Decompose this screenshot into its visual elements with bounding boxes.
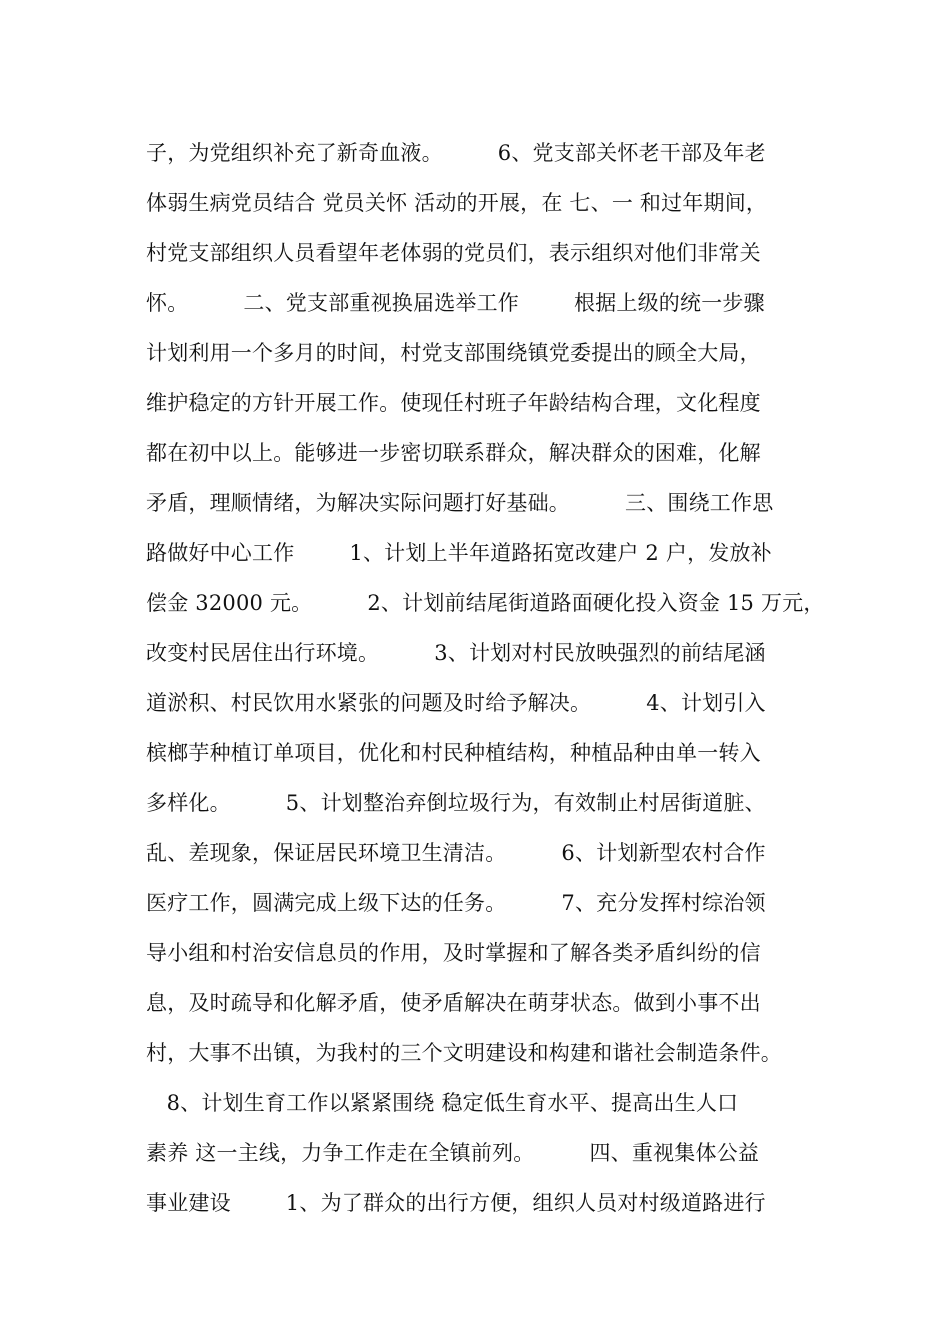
text-line: 维护稳定的方针开展工作。使现任村班子年龄结构合理，文化程度 bbox=[146, 391, 761, 415]
text-line: 槟榔芋种植订单项目，优化和村民种植结构，种植品种由单一转入 bbox=[146, 741, 761, 765]
text-line: 都在初中以上。能够进一步密切联系群众，解决群众的困难，化解 bbox=[146, 441, 761, 465]
text-line: 息，及时疏导和化解矛盾，使矛盾解决在萌芽状态。做到小事不出 bbox=[146, 991, 761, 1015]
text-line: 多样化。 5、计划整治弃倒垃圾行为，有效制止村居街道脏、 bbox=[146, 791, 766, 815]
text-line: 医疗工作，圆满完成上级下达的任务。 7、充分发挥村综治领 bbox=[146, 891, 766, 915]
text-line: 体弱生病党员结合 党员关怀 活动的开展，在 七、一 和过年期间， bbox=[146, 191, 768, 215]
text-line: 乱、差现象，保证居民环境卫生清洁。 6、计划新型农村合作 bbox=[146, 841, 766, 865]
text-line: 事业建设 1、为了群众的出行方便，组织人员对村级道路进行 bbox=[146, 1191, 766, 1215]
text-line: 偿金 32000 元。 2、计划前结尾街道路面硬化投入资金 15 万元， bbox=[146, 591, 825, 615]
text-line: 道淤积、村民饮用水紧张的问题及时给予解决。 4、计划引入 bbox=[146, 691, 766, 715]
text-line: 8、计划生育工作以紧紧围绕 稳定低生育水平、提高出生人口 bbox=[146, 1091, 739, 1115]
text-line: 素养 这一主线，力争工作走在全镇前列。 四、重视集体公益 bbox=[146, 1141, 760, 1165]
text-line: 路做好中心工作 1、计划上半年道路拓宽改建户 2 户，发放补 bbox=[146, 541, 772, 565]
text-line: 村党支部组织人员看望年老体弱的党员们，表示组织对他们非常关 bbox=[146, 241, 761, 265]
text-line: 导小组和村治安信息员的作用，及时掌握和了解各类矛盾纠纷的信 bbox=[146, 941, 761, 965]
text-line: 怀。 二、党支部重视换届选举工作 根据上级的统一步骤 bbox=[146, 291, 765, 315]
text-line: 计划利用一个多月的时间，村党支部围绕镇党委提出的顾全大局， bbox=[146, 341, 761, 365]
text-line: 子，为党组织补充了新奇血液。 6、党支部关怀老干部及年老 bbox=[146, 141, 766, 165]
text-line: 村，大事不出镇，为我村的三个文明建设和构建和谐社会制造条件。 bbox=[146, 1041, 782, 1065]
text-line: 矛盾，理顺情绪，为解决实际问题打好基础。 三、围绕工作思 bbox=[146, 491, 774, 515]
document-body bbox=[146, 128, 826, 1228]
text-line: 改变村民居住出行环境。 3、计划对村民放映强烈的前结尾涵 bbox=[146, 641, 766, 665]
